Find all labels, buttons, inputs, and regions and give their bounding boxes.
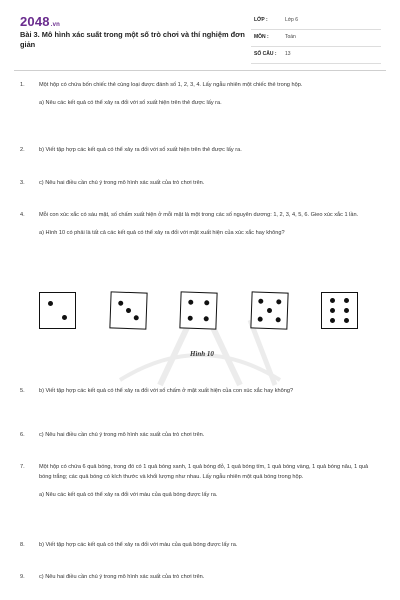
meta-row-class	[251, 13, 381, 30]
die-pip	[62, 315, 67, 320]
die-pip	[276, 299, 281, 304]
question-subpart: a) Nêu các kết quả có thể xảy ra đối với số xuất hiện trên thẻ được lấy ra.	[39, 100, 222, 106]
die-pip	[330, 318, 335, 323]
question-number: 2.	[20, 147, 25, 153]
die-pip	[266, 308, 271, 313]
logo-tld: .vn	[50, 22, 61, 28]
die-face-6	[321, 292, 358, 329]
question-body	[39, 210, 379, 238]
question-body	[39, 462, 379, 500]
question-number: 5.	[20, 388, 25, 394]
header-divider	[14, 70, 386, 71]
die-pip	[125, 308, 130, 313]
meta-value: Lớp 6	[285, 17, 299, 23]
question-text: b) Viết tập hợp các kết quả có thể xảy ra đối với số xuất hiện trên thẻ được lấy ra.	[39, 147, 242, 153]
die-face-2	[39, 292, 76, 329]
die-face-4	[179, 291, 217, 329]
question-text: Một hộp có chứa 6 quả bóng, trong đó có 1 quả bóng xanh, 1 quả bóng đỏ, 1 quả bóng tím, 1 quả bóng vàng, 1 quả bóng nâu, 1 quả bóng trắng; các quả bóng có kích thước và khối lượng như nhau. Lấy ngẫu nhiên một quả bóng trong hộp.	[39, 464, 369, 480]
question-text: c) Nêu hai điều cần chú ý trong mô hình xác suất của trò chơi trên.	[39, 180, 205, 186]
die-pip	[187, 316, 192, 321]
question-number: 1.	[20, 82, 25, 88]
question-text: b) Viết tập hợp các kết quả có thể xảy ra đối với số chấm ở mặt xuất hiện của con xúc xắc hay không?	[39, 388, 294, 394]
die-pip	[204, 316, 209, 321]
die-pip	[257, 298, 262, 303]
meta-label: SỐ CÂU :	[254, 51, 277, 57]
logo-main: 2048	[20, 14, 50, 29]
question-number: 9.	[20, 574, 25, 580]
meta-row-subject	[251, 30, 381, 47]
question-number: 7.	[20, 464, 25, 470]
question-number: 8.	[20, 542, 25, 548]
die-pip	[344, 318, 349, 323]
page-header	[0, 0, 400, 70]
die-pip	[275, 317, 280, 322]
meta-label: MÔN :	[254, 34, 269, 40]
die-pip	[344, 298, 349, 303]
meta-row-count	[251, 47, 381, 64]
die-pip	[133, 316, 138, 321]
question-subpart: a) Nêu các kết quả có thể xảy ra đối với màu của quả bóng được lấy ra.	[39, 492, 218, 498]
question-text: Mỗi con xúc xắc có sáu mặt, số chấm xuất hiện ở mỗi mặt là một trong các số nguyên dương: 1, 2, 3, 4, 5, 6. Gieo xúc xắc 1 lần.	[39, 212, 359, 218]
die-face-3	[109, 291, 147, 329]
page-title: Bài 3. Mô hình xác suất trong một số trò chơi và thí nghiệm đơn giản	[20, 30, 245, 49]
question-number: 4.	[20, 212, 25, 218]
dice-figure	[39, 292, 369, 336]
lesson-meta-table	[251, 13, 381, 64]
site-logo[interactable]	[20, 14, 60, 29]
question-text: Một hộp có chứa bốn chiếc thẻ cùng loại được đánh số 1, 2, 3, 4. Lấy ngẫu nhiên một chiếc thẻ trong hộp.	[39, 82, 303, 88]
question-text: c) Nêu hai điều cần chú ý trong mô hình xác suất của trò chơi trên.	[39, 574, 205, 580]
question-text: b) Viết tập hợp các kết quả có thể xảy ra đối với màu của quả bóng được lấy ra.	[39, 542, 238, 548]
die-pip	[188, 299, 193, 304]
question-subpart: a) Hình 10 có phải là tất cả các kết quả có thể xảy ra đối với mặt xuất hiện của xúc xắc hay không?	[39, 230, 285, 236]
meta-label: LỚP :	[254, 17, 268, 23]
die-pip	[204, 300, 209, 305]
meta-value: 13	[285, 51, 291, 57]
question-number: 6.	[20, 432, 25, 438]
die-pip	[257, 317, 262, 322]
question-text: c) Nêu hai điều cần chú ý trong mô hình xác suất của trò chơi trên.	[39, 432, 205, 438]
die-pip	[344, 308, 349, 313]
meta-value: Toán	[285, 34, 296, 40]
die-pip	[330, 308, 335, 313]
figure-caption: Hình 10	[190, 350, 214, 358]
die-face-5	[250, 291, 288, 329]
die-pip	[48, 301, 53, 306]
die-pip	[330, 298, 335, 303]
question-number: 3.	[20, 180, 25, 186]
die-pip	[118, 300, 123, 305]
question-body	[39, 80, 379, 108]
